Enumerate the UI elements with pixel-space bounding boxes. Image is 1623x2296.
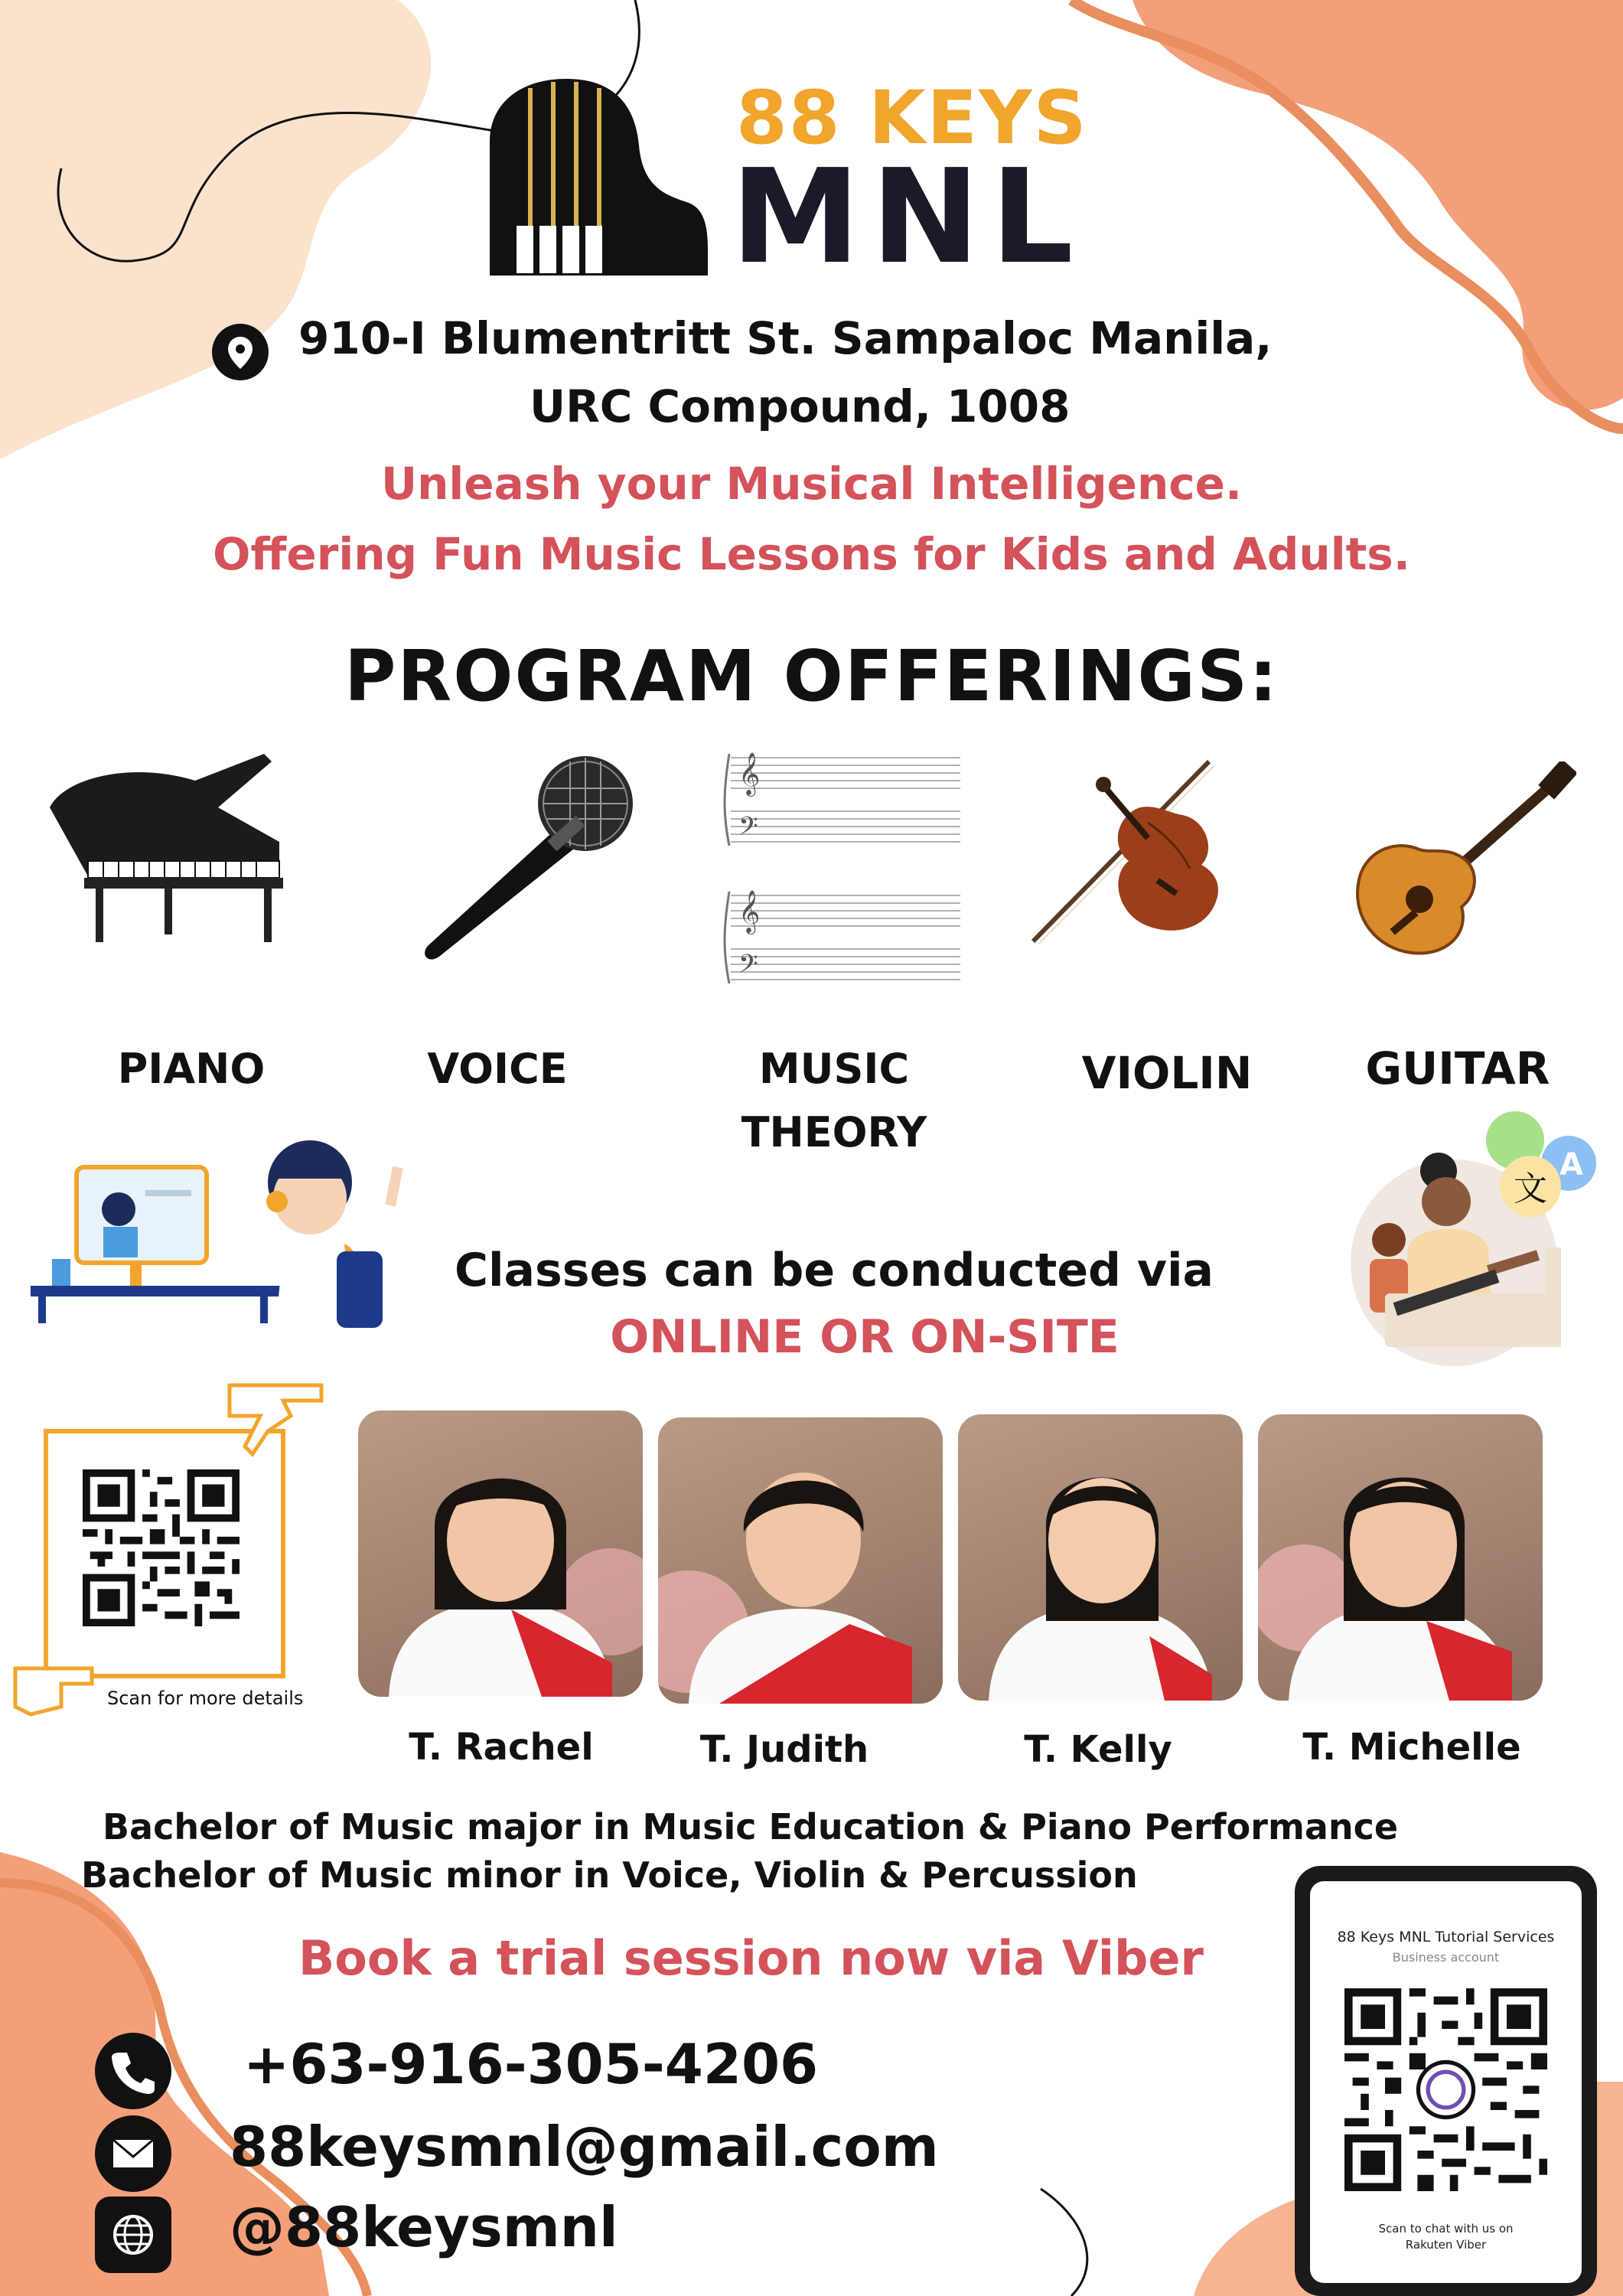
brand-name-bottom: MNL bbox=[731, 142, 1084, 293]
program-label-music-theory-1: MUSIC bbox=[758, 1045, 910, 1093]
program-offerings-heading: PROGRAM OFFERINGS: bbox=[344, 635, 1279, 717]
guitar-icon bbox=[1347, 762, 1576, 983]
svg-text:𝄢: 𝄢 bbox=[738, 812, 758, 847]
viber-subtitle: Business account bbox=[1392, 1950, 1500, 1965]
email-address[interactable]: 88keysmnl@gmail.com bbox=[230, 2115, 939, 2179]
email-icon bbox=[95, 2115, 171, 2192]
program-label-voice: VOICE bbox=[427, 1045, 568, 1093]
program-label-music-theory-2: THEORY bbox=[741, 1108, 927, 1156]
address-line-1: 910-I Blumentritt St. Sampaloc Manila, bbox=[298, 312, 1273, 364]
microphone-icon bbox=[406, 754, 635, 968]
teacher-photo-kelly bbox=[958, 1414, 1243, 1701]
classes-line-2: ONLINE OR ON-SITE bbox=[610, 1310, 1119, 1364]
degree-line-1: Bachelor of Music major in Music Education & Piano Performance bbox=[103, 1806, 1399, 1848]
piano-lesson-illustration bbox=[1339, 1102, 1622, 1385]
teacher-name-kelly: T. Kelly bbox=[1024, 1728, 1172, 1771]
svg-text:文: 文 bbox=[1514, 1169, 1547, 1208]
classes-line-1: Classes can be conducted via bbox=[454, 1244, 1214, 1297]
viber-title: 88 Keys MNL Tutorial Services bbox=[1337, 1929, 1555, 1945]
program-label-violin: VIOLIN bbox=[1081, 1047, 1253, 1099]
grand-piano-icon bbox=[42, 746, 287, 960]
music-sheet-icon bbox=[708, 723, 960, 1026]
teacher-photo-michelle bbox=[1258, 1414, 1543, 1701]
brand-name-top: 88 KEYS bbox=[736, 75, 1088, 161]
teacher-name-michelle: T. Michelle bbox=[1302, 1726, 1521, 1769]
tagline-line-2: Offering Fun Music Lessons for Kids and Adults. bbox=[213, 528, 1410, 580]
viber-caption-line-2: Rakuten Viber bbox=[1405, 2238, 1487, 2252]
piano-logo-icon bbox=[482, 73, 712, 283]
location-pin-icon bbox=[211, 323, 269, 381]
viber-tablet bbox=[1295, 1866, 1597, 2296]
address-line-2: URC Compound, 1008 bbox=[530, 380, 1071, 432]
globe-icon bbox=[95, 2197, 171, 2273]
tagline-line-1: Unleash your Musical Intelligence. bbox=[381, 458, 1242, 510]
teacher-photo-judith bbox=[658, 1417, 943, 1704]
teacher-name-rachel: T. Rachel bbox=[409, 1726, 594, 1769]
phone-number[interactable]: +63-916-305-4206 bbox=[243, 2032, 819, 2096]
violin-icon bbox=[1025, 754, 1255, 960]
viber-screen bbox=[1310, 1881, 1582, 2283]
program-label-guitar: GUITAR bbox=[1365, 1042, 1550, 1094]
booking-text: Book a trial session now via Viber bbox=[298, 1930, 1204, 1986]
qr-code-details[interactable] bbox=[83, 1469, 240, 1626]
online-class-illustration bbox=[31, 1137, 406, 1328]
viber-caption-line-1: Scan to chat with us on bbox=[1378, 2222, 1514, 2236]
phone-icon bbox=[95, 2033, 171, 2109]
teacher-photo-rachel bbox=[358, 1411, 643, 1697]
viber-qr-code[interactable] bbox=[1344, 1988, 1547, 2191]
teacher-name-judith: T. Judith bbox=[699, 1728, 869, 1771]
svg-text:A: A bbox=[1559, 1147, 1583, 1182]
scan-caption: Scan for more details bbox=[107, 1688, 304, 1709]
svg-text:𝄞: 𝄞 bbox=[738, 752, 761, 795]
svg-text:𝄞: 𝄞 bbox=[738, 890, 761, 933]
social-handle[interactable]: @88keysmnl bbox=[230, 2195, 618, 2259]
degree-line-2: Bachelor of Music minor in Voice, Violin & Percussion bbox=[81, 1854, 1138, 1896]
svg-text:𝄢: 𝄢 bbox=[738, 950, 758, 985]
program-label-piano: PIANO bbox=[117, 1045, 266, 1093]
